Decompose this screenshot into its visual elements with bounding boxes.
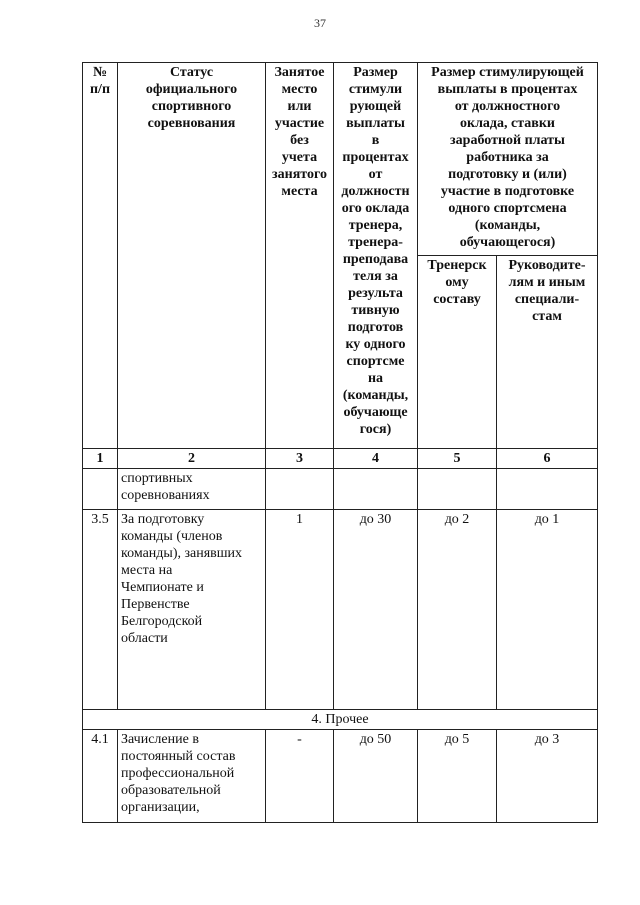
table-row: [83, 469, 598, 510]
cell-number: [83, 469, 118, 510]
cell-status: За подготовку команды (членов команды), занявших места на Чемпионате и Первенстве Белгородской области: [118, 510, 266, 710]
cell-managers: [497, 469, 598, 510]
cell-managers: до 1: [497, 510, 598, 710]
table-row: [83, 730, 598, 823]
column-number: 1: [83, 449, 118, 469]
page-number: 37: [314, 16, 326, 30]
header-managers: Руководите- лям и иным специали- стам: [497, 256, 598, 449]
header-number: № п/п: [83, 63, 118, 449]
table-header-row: [83, 63, 598, 256]
column-number: 6: [497, 449, 598, 469]
cell-coach-staff: [418, 469, 497, 510]
cell-number: 4.1: [83, 730, 118, 823]
cell-place: -: [266, 730, 334, 823]
cell-status: Зачисление в постоянный состав профессиональной образовательной организации,: [118, 730, 266, 823]
cell-coach-staff: до 5: [418, 730, 497, 823]
section-row: [83, 710, 598, 730]
cell-managers: до 3: [497, 730, 598, 823]
cell-number: 3.5: [83, 510, 118, 710]
cell-place: 1: [266, 510, 334, 710]
cell-coach-staff: до 2: [418, 510, 497, 710]
header-status: Статус официального спортивного соревнования: [118, 63, 266, 449]
column-number: 4: [334, 449, 418, 469]
header-coach-result: Размер стимули рующей выплаты в процентах от должностн ого оклада тренера, тренера- преподава теля за результа тивную подготов ку одного спортсме на (команды, обучающе гося): [334, 63, 418, 449]
header-place: Занятое место или участие без учета занятого места: [266, 63, 334, 449]
cell-coach-result: до 50: [334, 730, 418, 823]
column-number: 2: [118, 449, 266, 469]
section-title: 4. Прочее: [83, 710, 598, 730]
header-coach-staff: Тренерск ому составу: [418, 256, 497, 449]
cell-status: спортивных соревнованиях: [118, 469, 266, 510]
column-numbers-row: [83, 449, 598, 469]
table-row: [83, 510, 598, 710]
incentive-payments-table: [82, 62, 598, 823]
cell-place: [266, 469, 334, 510]
column-number: 5: [418, 449, 497, 469]
column-number: 3: [266, 449, 334, 469]
header-group: Размер стимулирующей выплаты в процентах от должностного оклада, ставки заработной платы работника за подготовку и (или) участие в подготовке одного спортсмена (команды, обучающегося): [418, 63, 598, 256]
cell-coach-result: [334, 469, 418, 510]
cell-coach-result: до 30: [334, 510, 418, 710]
